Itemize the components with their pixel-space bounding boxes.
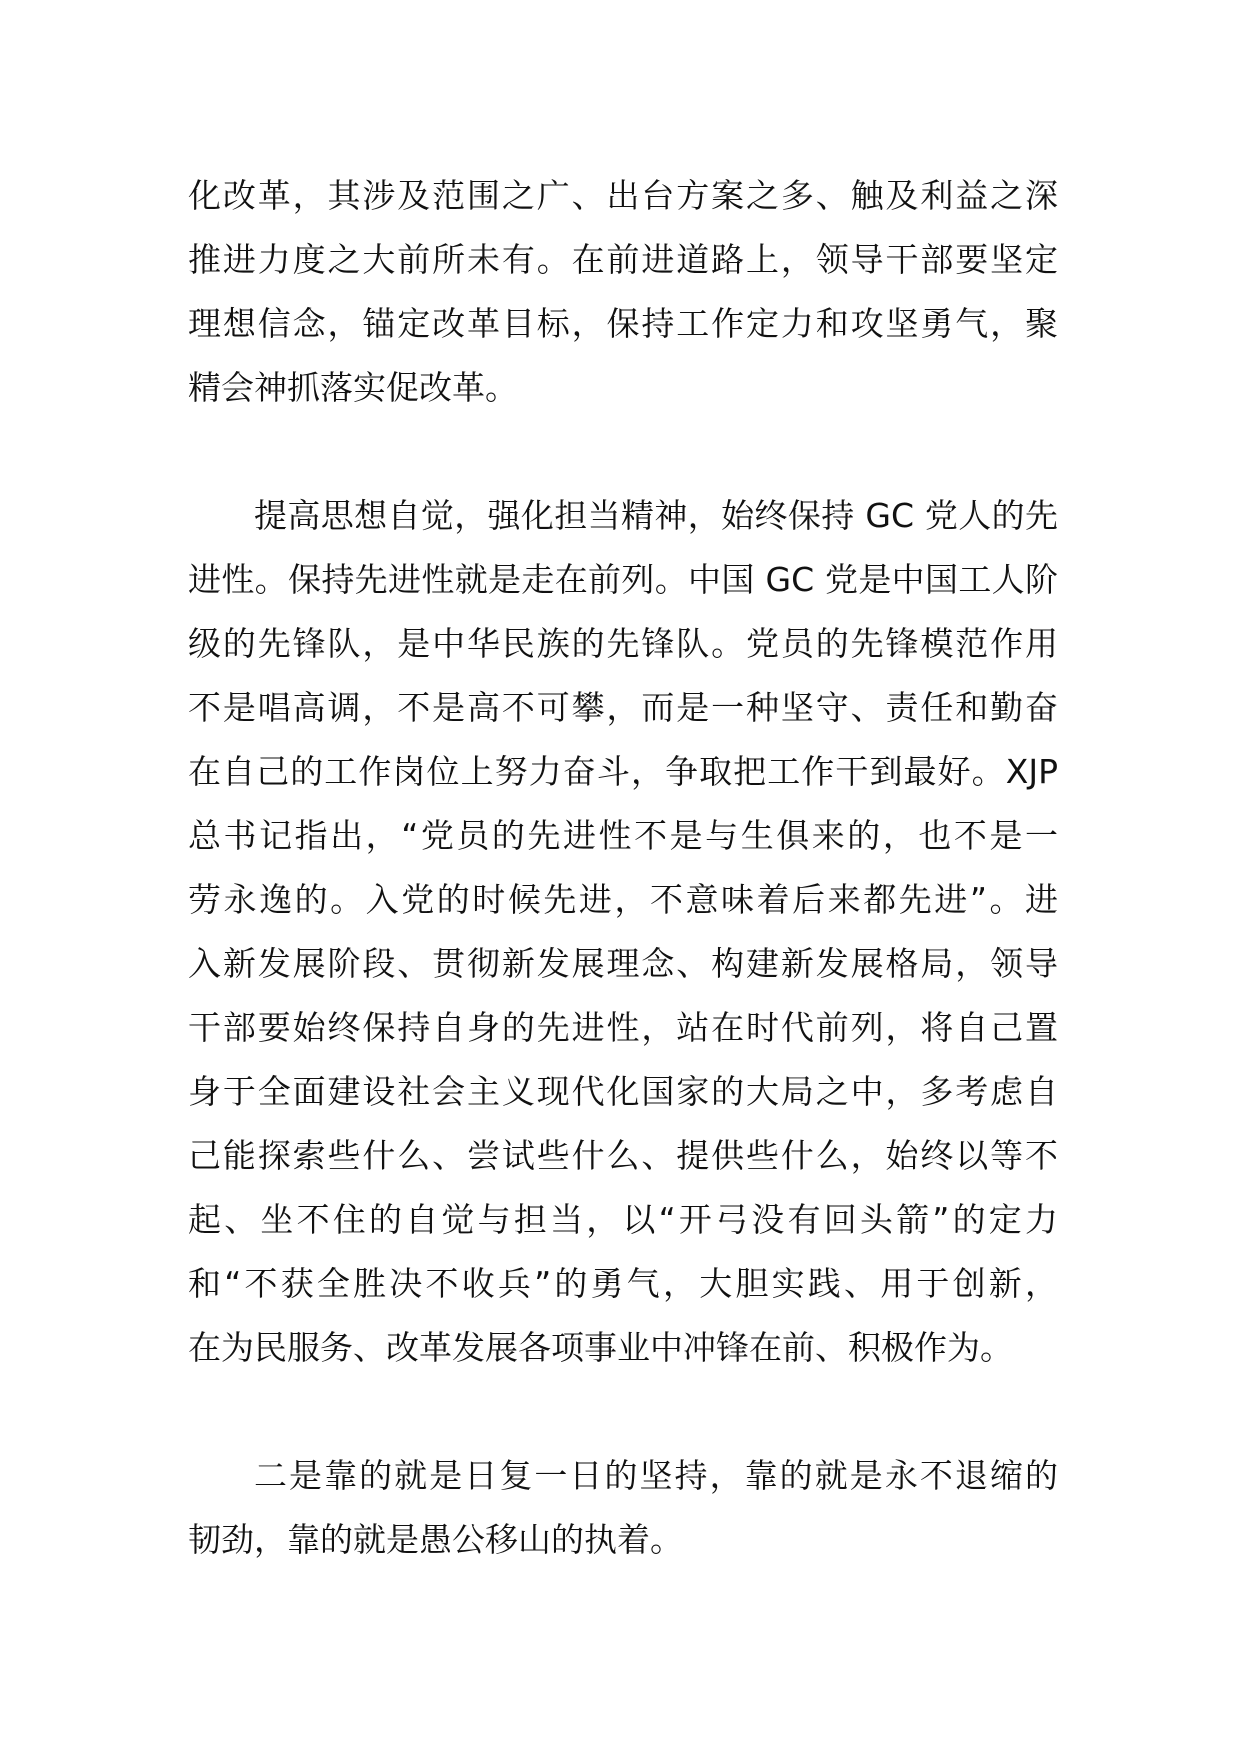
text-line: 精会神抓落实促改革。 (188, 368, 518, 407)
text-line: 身于全面建设社会主义现代化国家的大局之中，多考虑自 (188, 1072, 1058, 1111)
text-line: 总书记指出，“党员的先进性不是与生俱来的，也不是一 (188, 816, 1058, 855)
text-line: 级的先锋队，是中华民族的先锋队。党员的先锋模范作用 (188, 624, 1058, 663)
text-line: 化改革，其涉及范围之广、出台方案之多、触及利益之深 (188, 176, 1058, 215)
text-line: 理想信念，锚定改革目标，保持工作定力和攻坚勇气，聚 (188, 304, 1058, 343)
text-line: 入新发展阶段、贯彻新发展理念、构建新发展格局，领导 (188, 944, 1058, 983)
text-line: 和“不获全胜决不收兵”的勇气，大胆实践、用于创新， (188, 1264, 1058, 1303)
text-line: 推进力度之大前所未有。在前进道路上，领导干部要坚定 (188, 240, 1058, 279)
text-line: 起、坐不住的自觉与担当，以“开弓没有回头箭”的定力 (188, 1200, 1058, 1239)
text-line: 提高思想自觉，强化担当精神，始终保持 GC 党人的先 (254, 496, 1058, 535)
text-line: 韧劲，靠的就是愚公移山的执着。 (188, 1520, 683, 1559)
text-line: 二是靠的就是日复一日的坚持，靠的就是永不退缩的 (254, 1456, 1058, 1495)
text-line: 劳永逸的。入党的时候先进，不意味着后来都先进”。进 (188, 880, 1058, 919)
text-line: 干部要始终保持自身的先进性，站在时代前列，将自己置 (188, 1008, 1058, 1047)
text-line: 己能探索些什么、尝试些什么、提供些什么，始终以等不 (188, 1136, 1058, 1175)
text-line: 不是唱高调，不是高不可攀，而是一种坚守、责任和勤奋 (188, 688, 1058, 727)
text-line: 在为民服务、改革发展各项事业中冲锋在前、积极作为。 (188, 1328, 1013, 1367)
text-line: 在自己的工作岗位上努力奋斗，争取把工作干到最好。XJP (188, 752, 1058, 791)
text-line: 进性。保持先进性就是走在前列。中国 GC 党是中国工人阶 (188, 560, 1058, 599)
